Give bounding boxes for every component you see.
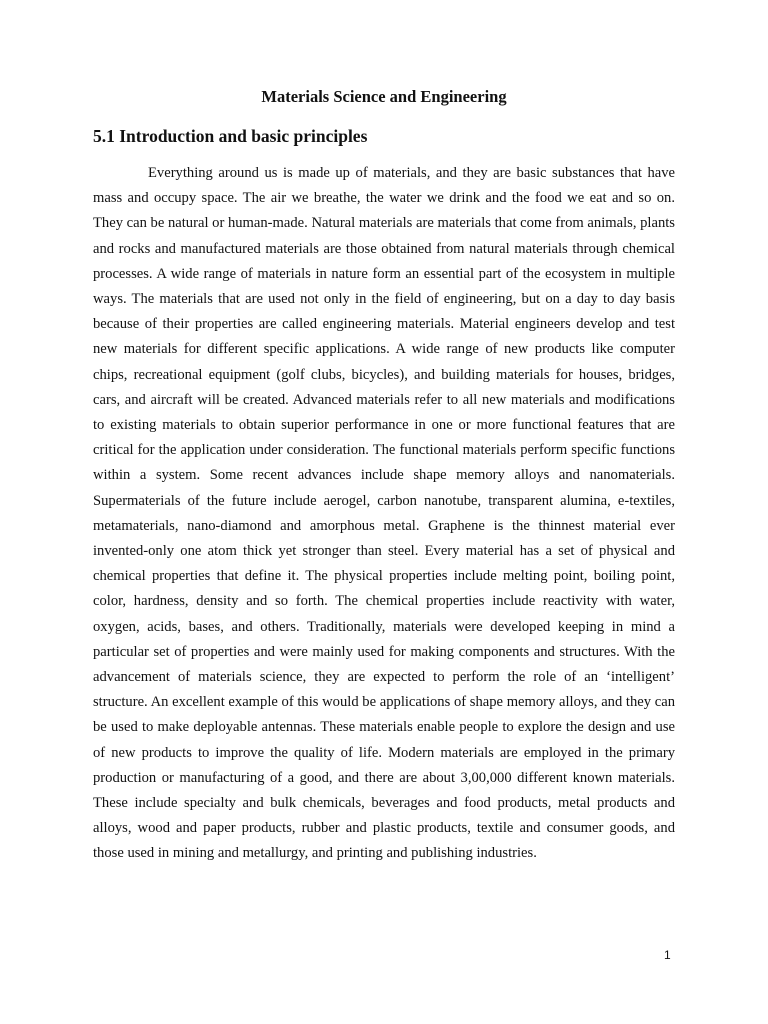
section-heading: 5.1 Introduction and basic principles: [93, 126, 368, 146]
body-paragraph: Everything around us is made up of materials, and they are basic substances that have mass and occupy space. The air we breathe, the water we drink and the food we eat and so on. They can be natural or human-made. Natural materials are materials that come from animals, plants and rocks and manufactured materials are those obtained from natural materials through chemical processes. A wide range of materials in nature form an essential part of the ecosystem in multiple ways. The materials that are used not only in the field of engineering, but on a day to day basis because of their properties are called engineering materials. Material engineers develop and test new materials for different specific applications. A wide range of new products like computer chips, recreational equipment (golf clubs, bicycles), and building materials for houses, bridges, cars, and aircraft will be created. Advanced materials refer to all new materials and modifications to existing materials to obtain superior performance in one or more functional features that are critical for the application under consideration. The functional materials perform specific functions within a system. Some recent advances include shape memory alloys and nanomaterials. Supermaterials of the future include aerogel, carbon nanotube, transparent alumina, e-textiles, metamaterials, nano-diamond and amorphous metal. Graphene is the thinnest material ever invented-only one atom thick yet stronger than steel. Every material has a set of physical and chemical properties that define it. The physical properties include melting point, boiling point, color, hardness, density and so forth. The chemical properties include reactivity with water, oxygen, acids, bases, and others. Traditionally, materials were developed keeping in mind a particular set of properties and were mainly used for making components and structures. With the advancement of materials science, they are expected to perform the role of an ‘intelligent’ structure. An excellent example of this would be applications of shape memory alloys, and they can be used to make deployable antennas. These materials enable people to explore the design and use of new products to improve the quality of life. Modern materials are employed in the primary production or manufacturing of a good, and there are about 3,00,000 different known materials. These include specialty and bulk chemicals, beverages and food products, metal products and alloys, wood and paper products, rubber and plastic products, textile and consumer goods, and those used in mining and metallurgy, and printing and publishing industries.: [93, 165, 675, 862]
document-title: Materials Science and Engineering: [261, 87, 507, 106]
page-number: 1: [664, 948, 671, 962]
